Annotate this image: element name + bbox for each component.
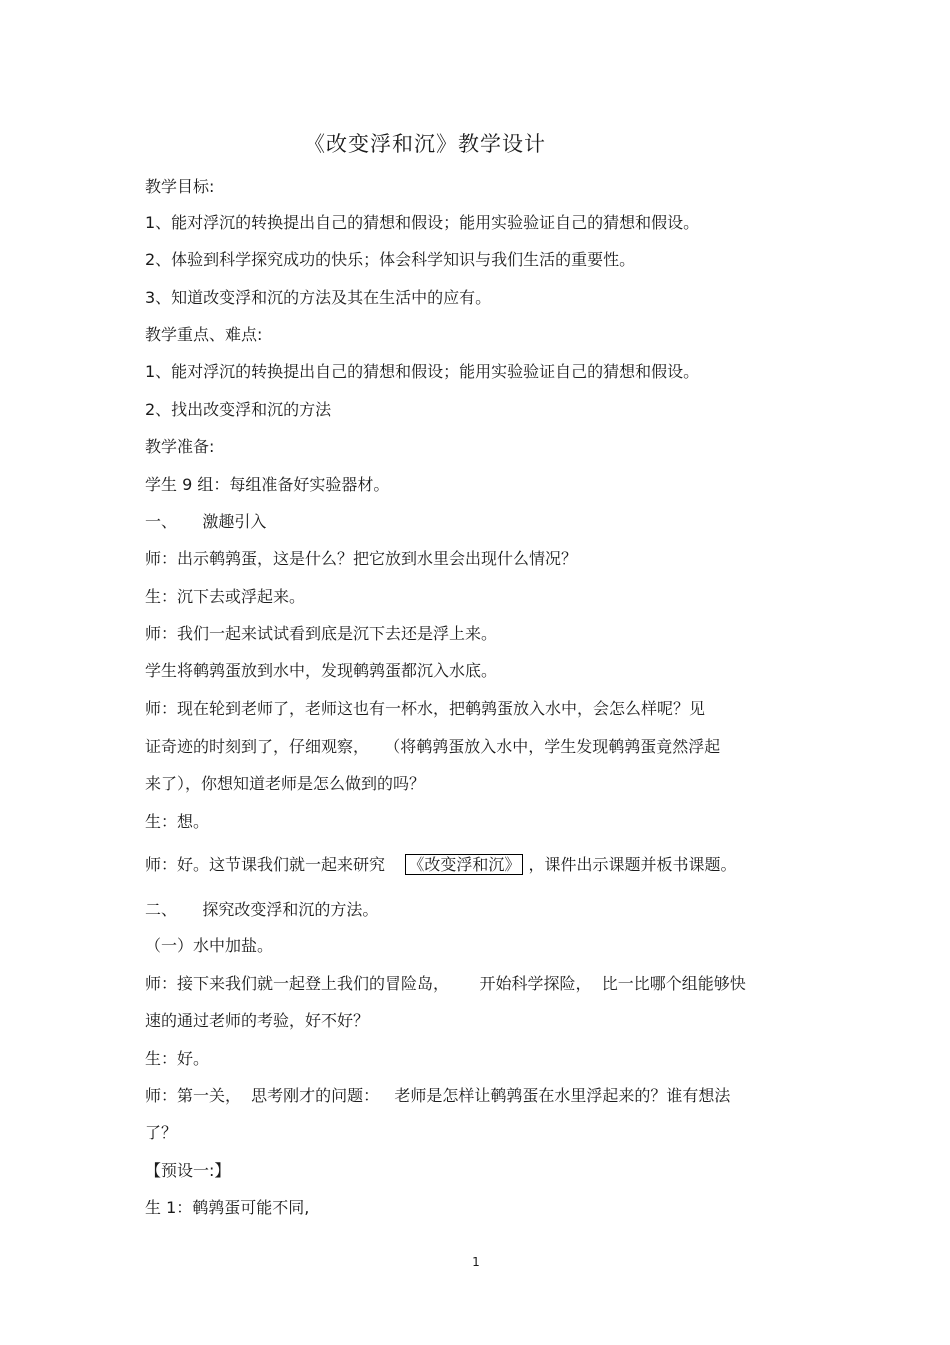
text-line: 了？ — [145, 1123, 178, 1142]
text-line: 3、知道改变浮和沉的方法及其在生活中的应有。 — [145, 288, 492, 307]
text-line: 2、体验到科学探究成功的快乐；体会科学知识与我们生活的重要性。 — [145, 250, 636, 269]
text-line: 生 1：鹌鹑蛋可能不同, — [145, 1198, 310, 1217]
text-line: 2、找出改变浮和沉的方法 — [145, 400, 332, 419]
section-heading: 一、 激趣引入 — [145, 512, 267, 531]
text-line: 教学目标: — [145, 177, 215, 196]
text-line: 生：想。 — [145, 812, 210, 831]
text-line-with-boxed-title — [145, 855, 736, 875]
text-line: 教学重点、难点: — [145, 325, 263, 344]
section-heading: 二、 探究改变浮和沉的方法。 — [145, 900, 379, 919]
text-line: 教学准备: — [145, 437, 215, 456]
text-line: 学生将鹌鹑蛋放到水中，发现鹌鹑蛋都沉入水底。 — [145, 661, 498, 680]
text-line: 生：好。 — [145, 1049, 210, 1068]
text-line: 师：现在轮到老师了，老师这也有一杯水，把鹌鹑蛋放入水中，会怎么样呢？见 — [145, 699, 706, 718]
text-line: 1、能对浮沉的转换提出自己的猜想和假设；能用实验验证自己的猜想和假设。 — [145, 362, 700, 381]
boxed-lesson-title: 《改变浮和沉》 — [405, 854, 523, 875]
text-line: 学生 9 组：每组准备好实验器材。 — [145, 475, 390, 494]
document-title: 《改变浮和沉》教学设计 — [304, 132, 546, 156]
text-line: 证奇迹的时刻到了，仔细观察， （将鹌鹑蛋放入水中，学生发现鹌鹑蛋竟然浮起 — [145, 737, 721, 756]
text-line: 【预设一:】 — [145, 1161, 231, 1180]
page-number: 1 — [472, 1255, 480, 1269]
text-line: 师：第一关， 思考刚才的问题： 老师是怎样让鹌鹑蛋在水里浮起来的？谁有想法 — [145, 1086, 731, 1105]
text-line: 生：沉下去或浮起来。 — [145, 587, 306, 606]
text-line: 速的通过老师的考验，好不好？ — [145, 1011, 370, 1030]
text-line: 师：我们一起来试试看到底是沉下去还是浮上来。 — [145, 624, 498, 643]
text-line: （一）水中加盐。 — [145, 936, 274, 955]
text-line: 1、能对浮沉的转换提出自己的猜想和假设；能用实验验证自己的猜想和假设。 — [145, 213, 700, 232]
boxed-line-after: ，课件出示课题并板书课题。 — [523, 855, 737, 874]
text-line: 师：接下来我们就一起登上我们的冒险岛， 开始科学探险， 比一比哪个组能够快 — [145, 974, 746, 993]
boxed-line-before: 师：好。这节课我们就一起来研究 — [145, 855, 406, 874]
text-line: 师：出示鹌鹑蛋，这是什么？把它放到水里会出现什么情况？ — [145, 549, 578, 568]
text-line: 来了），你想知道老师是怎么做到的吗？ — [145, 774, 426, 793]
